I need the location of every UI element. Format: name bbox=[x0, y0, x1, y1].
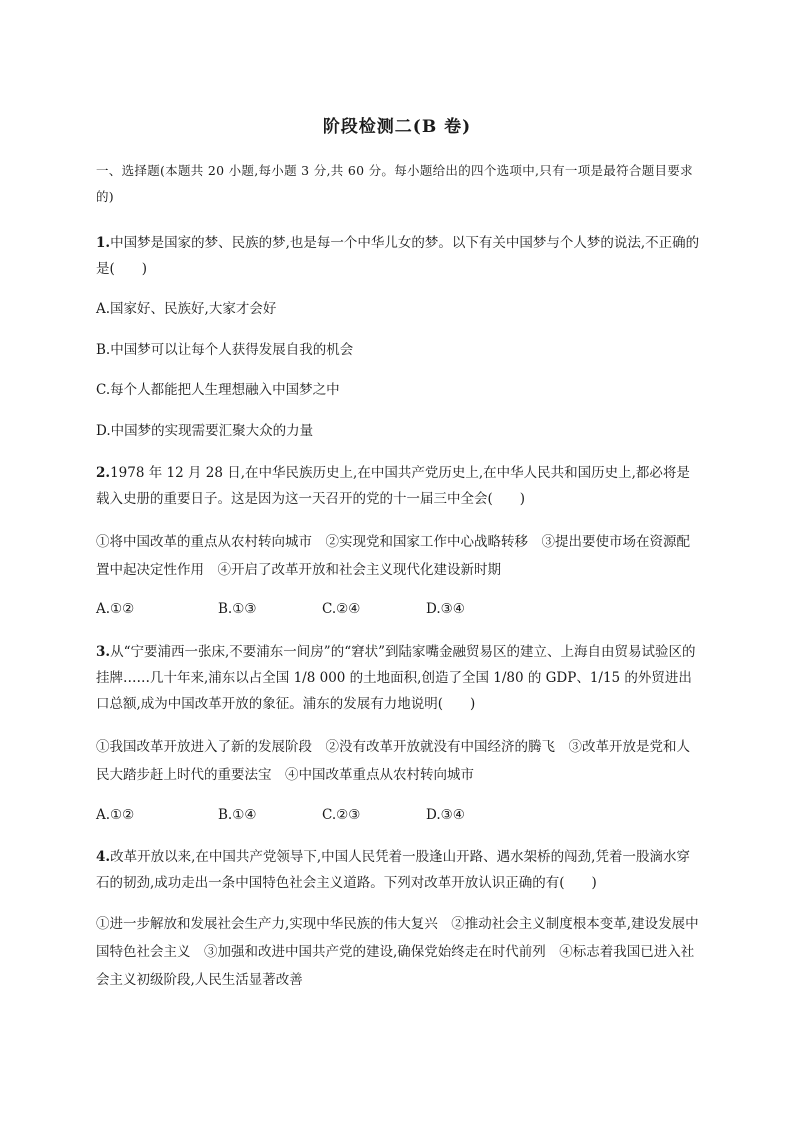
question-3-statements: ①我国改革开放进入了新的发展阶段 ②没有改革开放就没有中国经济的腾飞 ③改革开放是党和人民大踏步赶上时代的重要法宝 ④中国改革重点从农村转向城市 bbox=[96, 739, 690, 783]
question-2-statements: ①将中国改革的重点从农村转向城市 ②实现党和国家工作中心战略转移 ③提出要使市场在资源配置中起决定性作用 ④开启了改革开放和社会主义现代化建设新时期 bbox=[96, 534, 690, 578]
question-3-text: 从“宁要浦西一张床,不要浦东一间房”的“窘状”到陆家嘴金融贸易区的建立、上海自由贸易试验区的挂牌……几十年来,浦东以占全国 1/8 000 的土地面积,创造了全国 1/80 的 GDP、1/15 的外贸进出口总额,成为中国改革开放的象征。浦东的发展有力地说明( ) bbox=[96, 644, 696, 712]
question-1-option-a: A.国家好、民族好,大家才会好 bbox=[96, 301, 277, 317]
question-3-choice-c: C.②③ bbox=[322, 807, 361, 823]
question-3-choice-b: B.①④ bbox=[218, 807, 257, 823]
question-2-stem bbox=[96, 460, 700, 512]
question-2-text: 1978 年 12 月 28 日,在中华民族历史上,在中国共产党历史上,在中华人民共和国历史上,都必将是载入史册的重要日子。这是因为这一天召开的党的十一届三中全会( ) bbox=[96, 465, 690, 507]
question-2-choice-a: A.①② bbox=[96, 601, 135, 617]
question-4-text: 改革开放以来,在中国共产党领导下,中国人民凭着一股逢山开路、遇水架桥的闯劲,凭着一股滴水穿石的韧劲,成功走出一条中国特色社会主义道路。下列对改革开放认识正确的有( ) bbox=[96, 849, 690, 891]
question-2-number: 2. bbox=[96, 465, 111, 481]
page-title: 阶段检测二(B 卷) bbox=[322, 117, 472, 137]
question-2-choices bbox=[96, 596, 700, 622]
question-1-option-b: B.中国梦可以让每个人获得发展自我的机会 bbox=[96, 342, 354, 358]
question-1-text: 中国梦是国家的梦、民族的梦,也是每一个中华儿女的梦。以下有关中国梦与个人梦的说法,不正确的是( ) bbox=[96, 235, 700, 277]
question-4-number: 4. bbox=[96, 849, 111, 865]
question-3-choice-d: D.③④ bbox=[426, 807, 465, 823]
question-3-number: 3. bbox=[96, 644, 111, 660]
question-3-stem bbox=[96, 639, 700, 717]
question-2-choice-b: B.①③ bbox=[218, 601, 257, 617]
question-2-choice-c: C.②④ bbox=[322, 601, 361, 617]
question-4-statements: ①进一步解放和发展社会生产力,实现中华民族的伟大复兴 ②推动社会主义制度根本变革,建设发展中国特色社会主义 ③加强和改进中国共产党的建设,确保党始终走在时代前列 ④标志着我国已进入社会主义初级阶段,人民生活显著改善 bbox=[96, 916, 699, 988]
question-3-choices bbox=[96, 802, 700, 828]
question-2-choice-d: D.③④ bbox=[426, 601, 465, 617]
question-4-stem bbox=[96, 844, 700, 896]
section-header: 一、选择题(本题共 20 小题,每小题 3 分,共 60 分。每小题给出的四个选项中,只有一项是最符合题目要求的) bbox=[96, 163, 693, 204]
question-1-number: 1. bbox=[96, 235, 111, 251]
question-1-option-d: D.中国梦的实现需要汇聚大众的力量 bbox=[96, 423, 314, 439]
question-1-option-c: C.每个人都能把人生理想融入中国梦之中 bbox=[96, 382, 340, 398]
question-1-stem bbox=[96, 230, 700, 282]
question-3-choice-a: A.①② bbox=[96, 807, 135, 823]
